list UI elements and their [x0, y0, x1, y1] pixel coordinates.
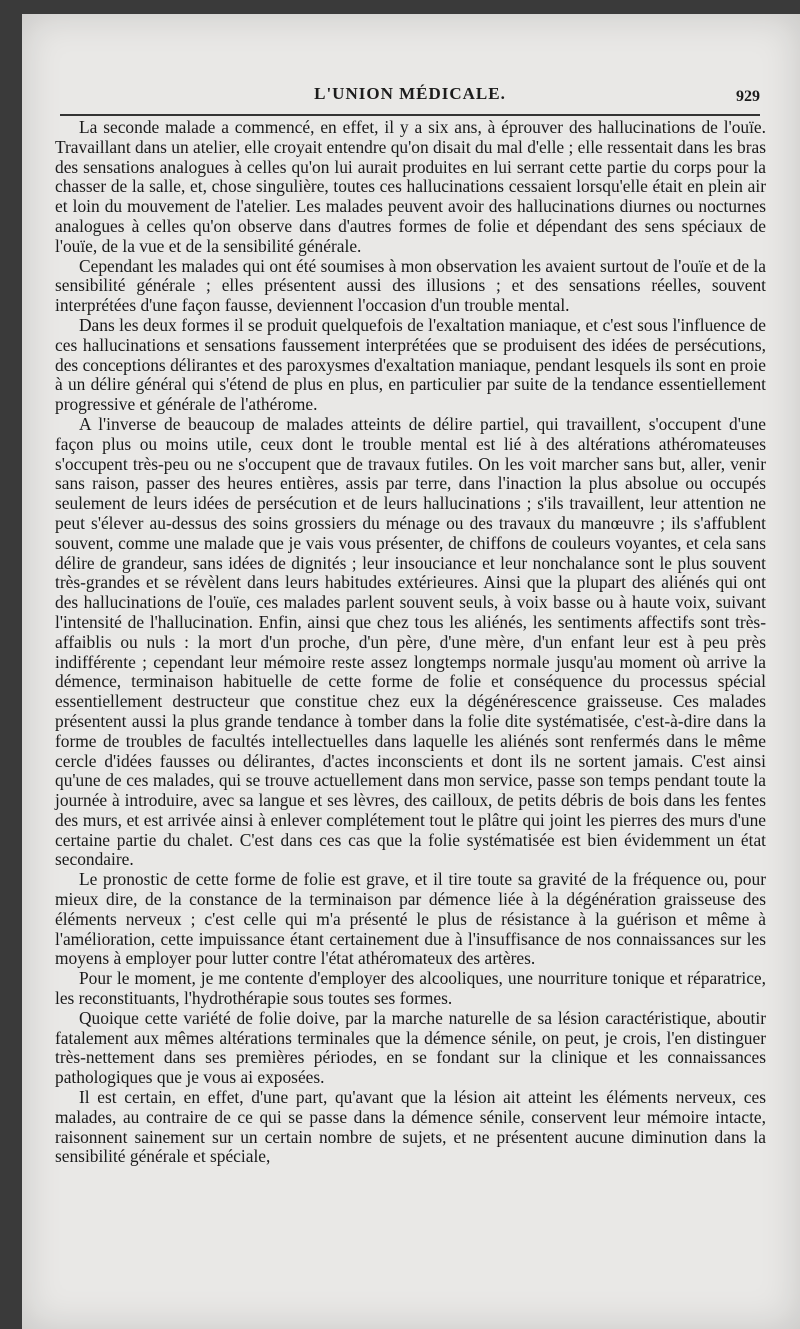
paragraph: Il est certain, en effet, d'une part, qu'avant que la lésion ait atteint les éléments nerveux, ces malades, au contraire de ce qui se passe dans la démence sénile, conservent leur mémoire intacte, raisonnent sainement sur un certain nombre de sujets, et ne présentent aucune diminution dans la sensibilité générale et spéciale,	[55, 1087, 766, 1167]
page-number: 929	[736, 88, 760, 105]
paragraph: Pour le moment, je me contente d'employer des alcooliques, une nourriture tonique et réparatrice, les reconstituants, l'hydrothérapie sous toutes ses formes.	[55, 968, 766, 1009]
paragraph: Le pronostic de cette forme de folie est grave, et il tire toute sa gravité de la fréquence ou, pour mieux dire, de la constance de la terminaison par démence liée à la dégénération graisseuse des éléments nerveux ; c'est celle qui m'a présenté le plus de résistance à la guérison et même à l'amélioration, cette impuissance étant certainement due à l'insuffisance de nos connaissances sur les moyens à employer pour lutter contre l'état athéromateux des artères.	[55, 869, 766, 969]
paragraph: Cependant les malades qui ont été soumises à mon observation les avaient surtout de l'ouïe et de la sensibilité générale ; elles présentent aussi des illusions ; et des sensations réelles, souvent interprétées d'une façon fausse, deviennent l'occasion d'un trouble mental.	[55, 255, 766, 316]
body-text	[55, 118, 766, 1321]
running-head: L'UNION MÉDICALE.	[314, 84, 506, 103]
paragraph: Quoique cette variété de folie doive, par la marche naturelle de sa lésion caractéristique, aboutir fatalement aux mêmes altérations terminales que la démence sénile, on peut, je crois, l'en distinguer très-nettement dans ses premières périodes, en se fondant sur la clinique et les connaissances pathologiques que je vous ai exposées.	[55, 1007, 766, 1088]
page-header	[60, 74, 760, 116]
paragraph: A l'inverse de beaucoup de malades atteints de délire partiel, qui travaillent, s'occupent d'une façon plus ou moins utile, ceux dont le trouble mental est lié à des altérations athéromateuses s'occupent très-peu ou ne s'occupent que de travaux futiles. On les voit marcher sans but, aller, venir sans raison, passer des heures entières, assis par terre, dans l'inaction la plus absolue ou occupés seulement de leurs idées de persécution et de leurs hallucinations ; s'ils travaillent, leur attention ne peut s'élever au-dessus des soins grossiers du ménage ou des travaux du manœuvre ; ils s'affublent souvent, comme une malade que je vais vous présenter, de chiffons de couleurs voyantes, et cela sans délire de grandeur, sans idées de dignités ; leur insouciance et leur nonchalance sont le plus souvent très-grandes et se révèlent dans leurs habitudes extérieures. Ainsi que la plupart des aliénés qui ont des hallucinations de l'ouïe, ces malades parlent souvent seuls, à voix basse ou à haute voix, suivant l'intensité de l'hallucination. Enfin, ainsi que chez tous les aliénés, les sentiments affectifs sont très-affaiblis ou nuls : la mort d'un proche, d'un père, d'une mère, d'un enfant leur est à peu près indifférente ; cependant leur mémoire reste assez longtemps normale jusqu'au moment où arrive la démence, terminaison habituelle de cette forme de folie et conséquence du processus spécial essentiellement destructeur que constitue chez eux la dégénérescence graisseuse. Ces malades présentent aussi la plus grande tendance à tomber dans la folie dite systématisée, c'est-à-dire dans la forme de troubles de facultés intellectuelles dans laquelle les aliénés sont renfermés dans le même cercle d'idées fausses ou délirantes, d'actes inconscients et dont ils ne sortent jamais. C'est ainsi qu'une de ces malades, qui se trouve actuellement dans mon service, passe son temps pendant toute la journée à introduire, avec sa langue et ses lèvres, des cailloux, de petits débris de bois dans les fentes des murs, et est arrivée ainsi à enlever complétement tout le plâtre qui joint les pierres des murs d'une certaine partie du chalet. C'est dans ces cas que la folie systématisée est bien évidemment un état secondaire.	[55, 413, 766, 870]
paragraph: La seconde malade a commencé, en effet, il y a six ans, à éprouver des hallucinations de l'ouïe. Travaillant dans un atelier, elle croyait entendre qu'on disait du mal d'elle ; elle ressentait dans les bras des sensations analogues à celles qu'on lui aurait produites en lui serrant cette partie du corps pour la chasser de la salle, et, chose singulière, toutes ces hallucinations cessaient lorsqu'elle était en plein air et loin du mouvement de l'atelier. Les malades peuvent avoir des hallucinations diurnes ou nocturnes analogues à celles qu'on observe dans d'autres formes de folie et dépendant des sens spéciaux de l'ouïe, de la vue et de la sensibilité générale.	[55, 117, 766, 256]
paragraph: Dans les deux formes il se produit quelquefois de l'exaltation maniaque, et c'est sous l'influence de ces hallucinations et sensations faussement interprétées que se produisent des idées de persécutions, des conceptions délirantes et des paroxysmes d'exaltation maniaque, pendant lesquels ils sont en proie à un délire général qui s'étend de plus en plus, en particulier par suite de la tendance essentiellement progressive et générale de l'athérome.	[55, 314, 766, 415]
scanned-page	[22, 14, 800, 1329]
